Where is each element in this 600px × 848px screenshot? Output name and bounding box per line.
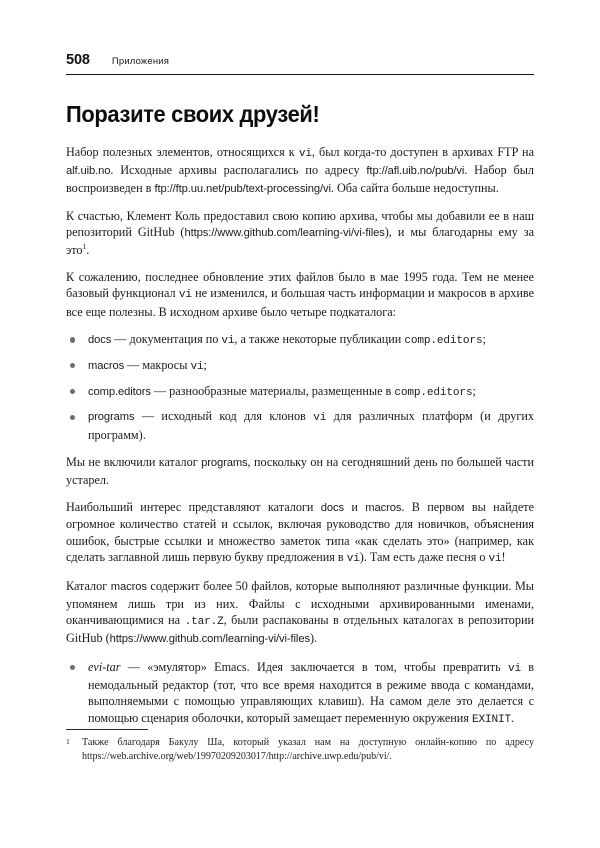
- paragraph-last-update: [66, 269, 534, 320]
- code-vi: vi: [178, 289, 192, 302]
- code-tar-z: .tar.Z: [184, 615, 224, 628]
- text-segment: — разнообразные материалы, размещенные в: [150, 383, 395, 398]
- text-segment: ;: [472, 383, 476, 398]
- code-vi: vi: [313, 412, 327, 425]
- dir-name: docs: [88, 333, 112, 346]
- text-segment: для различных платформ (и других программ).: [88, 409, 534, 442]
- url-ftp-uu-net: ftp://ftp.uu.net/pub/text-processing/vi: [154, 182, 331, 195]
- footnote-url-web-archive: https://web.archive.org/web/19970209203017/http://archive.uwp.edu/pub/vi/.: [82, 751, 392, 763]
- host-alf-uib-no: alf.uib.no: [66, 165, 111, 178]
- text-segment: . Набор был воспроизведен в: [66, 163, 534, 195]
- paragraph-github-copy: [66, 208, 534, 258]
- dir-name: programs: [88, 411, 135, 424]
- bullet-icon: [70, 363, 75, 368]
- code-comp-editors: comp.editors: [394, 386, 473, 399]
- text-segment: — документация по: [111, 331, 222, 346]
- url-github-vi-files: https://www.github.com/learning-vi/vi-files: [109, 633, 310, 646]
- text-segment: Каталог: [66, 579, 111, 594]
- code-vi: vi: [190, 360, 204, 373]
- text-segment: .: [511, 710, 515, 725]
- paragraph-programs-excluded: [66, 454, 534, 488]
- text-segment: К счастью, Клемент Коль предоставил свою копию архива, чтобы мы добавили ее в наш репозиторий GitHub (: [66, 208, 534, 240]
- running-head-title: Приложения: [111, 56, 169, 67]
- text-segment: содержит более 50 файлов, которые выполняют различные функции. Мы упомянем лишь три из них. Файлы с исходными архивированными именами, оканчивающимися на: [66, 579, 534, 627]
- code-exinit: EXINIT: [471, 713, 511, 726]
- page-number: 508: [66, 52, 90, 68]
- code-comp-editors: comp.editors: [404, 334, 483, 347]
- bullet-icon: [70, 415, 75, 420]
- text-segment: ;: [482, 331, 486, 346]
- text-segment: !: [501, 549, 506, 564]
- footnote-reference-1: 1: [82, 241, 87, 251]
- text-segment: — макросы: [124, 357, 191, 372]
- text-segment: — «эмулятор» Emacs. Идея заключается в том, чтобы превратить: [120, 659, 508, 674]
- list-item: [66, 331, 534, 349]
- footnote-number: 1: [66, 737, 70, 746]
- text-segment: . Оба сайта больше недоступны.: [330, 180, 499, 195]
- text-segment: Мы не включили каталог: [66, 455, 202, 470]
- text-segment: ;: [203, 357, 207, 372]
- page-content: [66, 52, 534, 739]
- code-vi: vi: [221, 334, 235, 347]
- text-segment: Набор полезных элементов, относящихся к: [66, 144, 299, 159]
- url-github-vi-files: https://www.github.com/learning-vi/vi-files: [184, 227, 385, 240]
- page-title: Поразите своих друзей!: [66, 101, 320, 127]
- dir-name: macros: [88, 359, 125, 372]
- text-segment: Наибольший интерес представляют каталоги: [66, 499, 321, 514]
- text-segment: , поскольку он на сегодняшний день по большей части устарел.: [66, 455, 534, 487]
- bullet-icon: [70, 389, 75, 394]
- text-segment: , был когда-то доступен в архивах FTP на: [311, 144, 534, 159]
- code-vi: vi: [507, 662, 521, 675]
- bullet-icon: [70, 337, 75, 342]
- text-segment: К сожалению, последнее обновление этих файлов было в мае 1995 года. Тем не менее базовый функционал: [66, 269, 534, 301]
- macro-name-evi-tar: evi-tar: [88, 659, 121, 674]
- paragraph-macros-contents: [66, 578, 534, 647]
- list-item: [66, 357, 534, 375]
- paragraph-archives-intro: [66, 144, 534, 197]
- text-segment: и: [344, 499, 366, 514]
- text-segment: . В первом вы найдете огромное количество статей и ссылок, включая руководство для новичков, объяснения ошибок, быстрые ссылки и множество заметок типа «как сделать это» (например, как сделать заглавной лишь первую букву предложения в: [66, 499, 534, 564]
- list-item: [66, 659, 534, 728]
- text-segment: , были распакованы в отдельных каталогах в репозитории GitHub (: [66, 612, 534, 646]
- text-segment: .: [86, 242, 90, 257]
- list-item: [66, 383, 534, 401]
- subdirectory-list: [66, 331, 534, 443]
- code-vi: vi: [488, 552, 502, 565]
- dir-macros: macros: [110, 581, 147, 594]
- macro-list: [66, 659, 534, 728]
- text-segment: ).: [309, 631, 318, 646]
- footnote-text: Также благодаря Бакулу Ша, который указал нам на доступную онлайн-копию по адресу: [82, 737, 534, 748]
- text-segment: — исходный код для клонов: [134, 409, 314, 424]
- text-segment: ), и мы благодарны ему за это: [66, 225, 534, 257]
- dir-docs: docs: [320, 501, 345, 514]
- paragraph-docs-macros-interest: [66, 499, 534, 567]
- text-segment: не изменился, и большая часть информации и макросов в архиве все еще полезны. В исходном архиве было четыре подкаталога:: [66, 286, 534, 319]
- running-head: [66, 52, 534, 75]
- code-vi: vi: [346, 552, 360, 565]
- list-item: [66, 408, 534, 443]
- text-segment: в немодальный редактор (тот, что все время находится в режиме ввода с командами, выполняемыми с помощью управляющих клавиш). На самом деле это делается с помощью сценария оболочки, который замещает переменную окружения: [88, 659, 534, 725]
- bullet-icon: [70, 665, 75, 670]
- text-segment: , а также некоторые публикации: [234, 331, 405, 346]
- dir-programs: programs: [201, 457, 248, 470]
- text-segment: . Исходные архивы располагались по адресу: [110, 163, 367, 178]
- text-segment: ). Там есть даже песня о: [359, 549, 489, 564]
- footnote-1: [66, 736, 534, 764]
- header-rule: [66, 74, 534, 75]
- footnote-separator-rule: [66, 729, 148, 730]
- code-vi: vi: [298, 147, 312, 160]
- url-ftp-afl-uib-no: ftp://afl.uib.no/pub/vi: [366, 165, 465, 178]
- dir-macros: macros: [365, 501, 402, 514]
- footnote-area: [66, 729, 534, 764]
- dir-name: comp.editors: [88, 385, 151, 398]
